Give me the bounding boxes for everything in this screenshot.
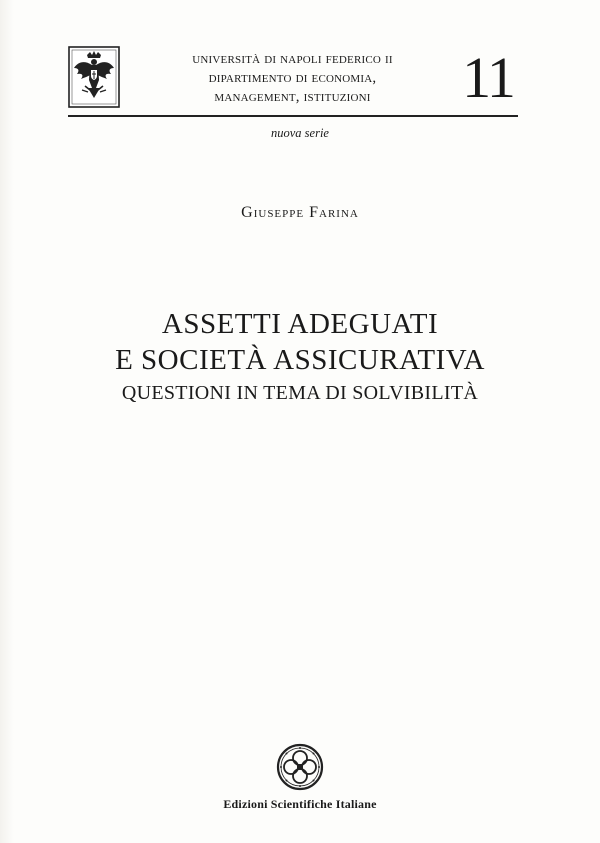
series-number: 11 — [462, 45, 514, 110]
institution-line: università di napoli federico ii — [192, 51, 393, 67]
series-label: nuova serie — [271, 126, 329, 140]
title-line: E SOCIETÀ ASSICURATIVA — [115, 344, 485, 376]
header-divider — [68, 115, 518, 117]
author-name: Giuseppe Farina — [241, 204, 359, 221]
institution-line: dipartimento di economia, — [208, 70, 377, 86]
book-title — [0, 306, 600, 378]
institution-line: management, istituzioni — [214, 89, 371, 105]
institution-name — [130, 50, 455, 107]
eagle-coat-of-arms-icon — [68, 46, 120, 108]
book-subtitle: QUESTIONI IN TEMA DI SOLVIBILITÀ — [121, 382, 479, 404]
ornamental-knot-seal-icon — [276, 743, 324, 791]
title-line: ASSETTI ADEGUATI — [161, 308, 439, 340]
publisher-name: Edizioni Scientifiche Italiane — [223, 797, 377, 811]
